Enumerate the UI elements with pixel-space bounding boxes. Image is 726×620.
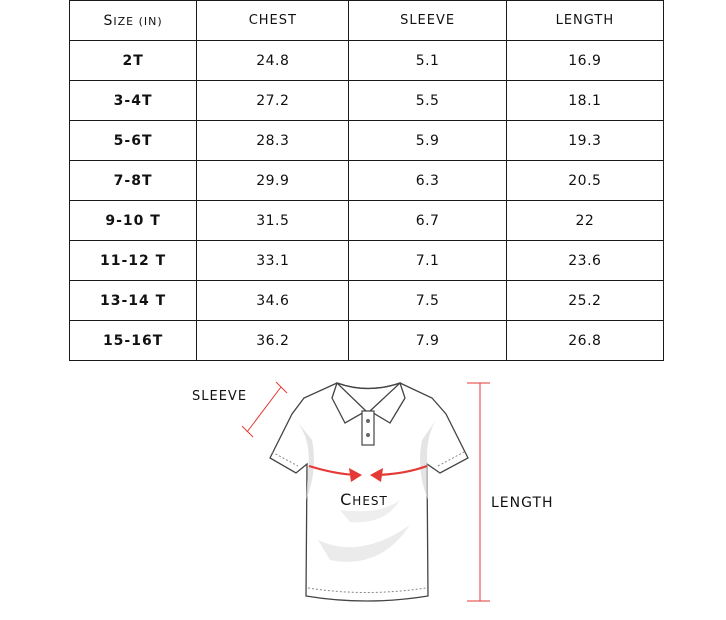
length-label: LENGTH — [491, 495, 554, 511]
header-length: LENGTH — [506, 1, 663, 41]
cell-length: 18.1 — [506, 81, 663, 121]
sleeve-measure-tick-bottom — [242, 426, 253, 437]
table-row — [70, 201, 664, 241]
cell-size: 11-12 T — [70, 241, 197, 281]
table-row — [70, 41, 664, 81]
polo-shirt-measurement-diagram — [0, 370, 726, 620]
table-row — [70, 81, 664, 121]
polo-shirt-illustration — [270, 383, 468, 601]
table-row — [70, 241, 664, 281]
cell-size: 5-6T — [70, 121, 197, 161]
sleeve-measurement — [192, 382, 287, 437]
cell-length: 26.8 — [506, 321, 663, 361]
chest-label: CHEST — [340, 490, 388, 509]
cell-chest: 24.8 — [197, 41, 349, 81]
cell-length: 25.2 — [506, 281, 663, 321]
cell-sleeve: 5.9 — [349, 121, 506, 161]
header-size — [70, 1, 197, 41]
sleeve-measure-line — [247, 387, 281, 432]
cell-chest: 31.5 — [197, 201, 349, 241]
cell-size: 3-4T — [70, 81, 197, 121]
table-body — [70, 41, 664, 361]
cell-length: 20.5 — [506, 161, 663, 201]
cell-chest: 33.1 — [197, 241, 349, 281]
header-chest: CHEST — [197, 1, 349, 41]
cell-sleeve: 7.9 — [349, 321, 506, 361]
length-measurement — [467, 383, 554, 601]
cell-size: 13-14 T — [70, 281, 197, 321]
cell-sleeve: 5.5 — [349, 81, 506, 121]
cell-chest: 29.9 — [197, 161, 349, 201]
table-row — [70, 161, 664, 201]
header-sleeve: SLEEVE — [349, 1, 506, 41]
header-size-text: SIZE (IN) — [103, 12, 163, 29]
cell-chest: 27.2 — [197, 81, 349, 121]
cell-sleeve: 7.1 — [349, 241, 506, 281]
cell-length: 16.9 — [506, 41, 663, 81]
sleeve-label: SLEEVE — [192, 389, 248, 404]
placket — [362, 411, 374, 445]
cell-length: 22 — [506, 201, 663, 241]
cell-sleeve: 7.5 — [349, 281, 506, 321]
cell-sleeve: 6.3 — [349, 161, 506, 201]
table-row — [70, 121, 664, 161]
table-row — [70, 281, 664, 321]
size-chart-table — [69, 0, 664, 361]
cell-sleeve: 6.7 — [349, 201, 506, 241]
cell-chest: 34.6 — [197, 281, 349, 321]
cell-chest: 28.3 — [197, 121, 349, 161]
button-top — [366, 419, 370, 423]
table-row — [70, 321, 664, 361]
cell-chest: 36.2 — [197, 321, 349, 361]
cell-size: 2T — [70, 41, 197, 81]
cell-length: 19.3 — [506, 121, 663, 161]
cell-size: 7-8T — [70, 161, 197, 201]
cell-length: 23.6 — [506, 241, 663, 281]
cell-size: 15-16T — [70, 321, 197, 361]
cell-size: 9-10 T — [70, 201, 197, 241]
cell-sleeve: 5.1 — [349, 41, 506, 81]
button-bottom — [366, 433, 370, 437]
table-header-row — [70, 1, 664, 41]
